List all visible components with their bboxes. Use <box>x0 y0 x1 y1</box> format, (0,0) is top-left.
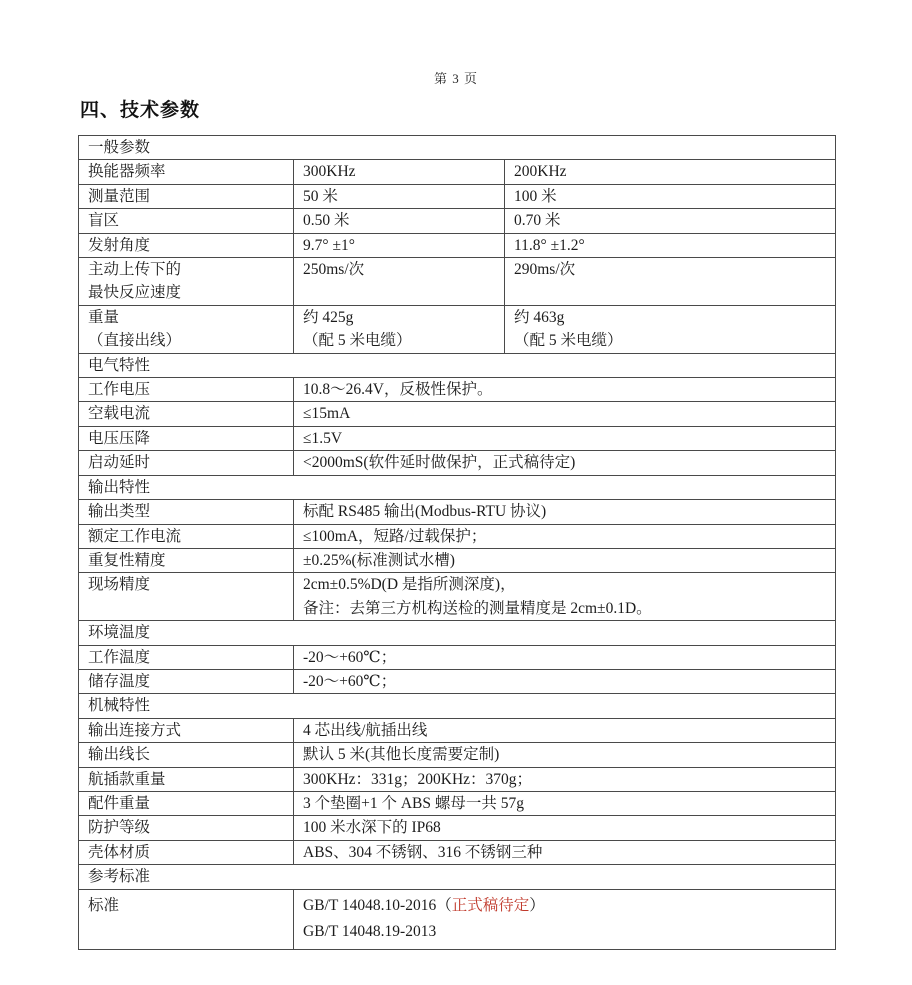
text-segment: 电气特性 <box>88 356 151 374</box>
text-segment: 壳体材质 <box>88 843 151 861</box>
text-segment: 默认 5 米(其他长度需要定制) <box>303 746 500 764</box>
cell-line <box>88 500 287 523</box>
text-segment: 输出连接方式 <box>88 721 182 739</box>
row-value-cell <box>294 427 835 450</box>
text-segment: 环境温度 <box>88 624 151 642</box>
row-label-cell <box>79 378 294 401</box>
text-segment: 50 米 <box>303 187 338 205</box>
text-segment: 参考标准 <box>88 868 151 886</box>
text-segment: 输出类型 <box>88 503 151 521</box>
table-row <box>79 524 835 548</box>
text-segment: 250ms/次 <box>303 261 365 279</box>
row-value-cell <box>294 646 835 669</box>
text-segment: 启动延时 <box>88 454 151 472</box>
table-row <box>79 840 835 864</box>
row-label-cell <box>79 306 294 353</box>
cell-line <box>303 573 829 596</box>
cell-line <box>88 185 287 208</box>
cell-line <box>514 306 829 329</box>
cell-line <box>88 719 287 742</box>
text-segment: -20～+60℃； <box>303 648 397 666</box>
table-row <box>79 791 835 815</box>
cell-line <box>303 743 829 766</box>
cell-line <box>88 476 829 499</box>
cell-line <box>88 306 287 329</box>
row-label-cell <box>79 743 294 766</box>
cell-line <box>88 694 829 717</box>
table-row <box>79 305 835 353</box>
row-label-cell <box>79 209 294 232</box>
row-value-cell <box>294 258 505 305</box>
cell-line <box>303 719 829 742</box>
cell-line <box>88 427 287 450</box>
row-value-cell <box>505 258 835 305</box>
row-value-cell <box>294 792 835 815</box>
text-segment: 工作温度 <box>88 648 151 666</box>
table-section-row <box>79 620 835 644</box>
text-segment: 9.7° ±1° <box>303 236 355 254</box>
text-segment: 输出特性 <box>88 478 151 496</box>
table-row <box>79 572 835 620</box>
cell-line <box>88 234 287 257</box>
text-segment: 防护等级 <box>88 819 151 837</box>
row-value-cell <box>294 670 835 693</box>
cell-line <box>303 549 829 572</box>
table-row <box>79 401 835 425</box>
row-label-cell <box>79 427 294 450</box>
table-row <box>79 548 835 572</box>
table-row <box>79 184 835 208</box>
text-segment: 300KHz：331g；200KHz：370g； <box>303 770 533 788</box>
cell-line <box>88 258 287 281</box>
table-row <box>79 645 835 669</box>
text-segment: 标配 RS485 输出(Modbus-RTU 协议) <box>303 503 547 521</box>
table-row <box>79 718 835 742</box>
cell-line <box>303 258 498 281</box>
text-segment: 备注：去第三方机构送检的测量精度是 2cm±0.1D。 <box>303 599 652 617</box>
cell-line <box>88 670 287 693</box>
row-value-cell <box>505 306 835 353</box>
text-segment: 机械特性 <box>88 697 151 715</box>
text-segment: 约 463g <box>514 308 565 326</box>
cell-line <box>88 281 287 304</box>
cell-line <box>514 234 829 257</box>
cell-line <box>88 525 287 548</box>
cell-line <box>88 621 829 644</box>
row-label-cell <box>79 549 294 572</box>
row-value-cell <box>294 890 835 949</box>
cell-line <box>88 402 287 425</box>
row-value-cell <box>294 402 835 425</box>
text-segment: 最快反应速度 <box>88 284 182 302</box>
text-segment: <2000mS(软件延时做保护，正式稿待定) <box>303 454 576 472</box>
text-segment: 重复性精度 <box>88 551 166 569</box>
text-segment: 300KHz <box>303 163 356 181</box>
text-segment: GB/T 14048.19-2013 <box>303 922 437 940</box>
table-row <box>79 208 835 232</box>
text-segment: 输出线长 <box>88 746 151 764</box>
cell-line <box>88 136 829 159</box>
cell-line <box>514 258 829 281</box>
text-segment: 11.8° ±1.2° <box>514 236 585 254</box>
row-value-cell <box>505 234 835 257</box>
table-section-row <box>79 475 835 499</box>
cell-line <box>514 185 829 208</box>
table-row <box>79 742 835 766</box>
cell-line <box>88 354 829 377</box>
cell-line <box>88 209 287 232</box>
cell-line <box>303 792 829 815</box>
cell-line <box>88 573 287 596</box>
text-segment: 2cm±0.5%D(D 是指所测深度)， <box>303 576 516 594</box>
row-value-cell <box>294 500 835 523</box>
text-segment: 主动上传下的 <box>88 261 182 279</box>
text-segment: ≤15mA <box>303 405 351 423</box>
row-value-cell <box>294 549 835 572</box>
table-row <box>79 257 835 305</box>
row-value-cell <box>294 525 835 548</box>
text-segment: GB/T 14048.10-2016（ <box>303 896 452 914</box>
parameters-table <box>78 135 836 950</box>
text-segment: 0.50 米 <box>303 212 350 230</box>
table-section-row <box>79 353 835 377</box>
table-section-row <box>79 864 835 888</box>
row-label-cell <box>79 451 294 474</box>
cell-line <box>303 597 829 620</box>
cell-line <box>303 329 498 352</box>
cell-line <box>303 670 829 693</box>
row-label-cell <box>79 160 294 183</box>
cell-line <box>88 841 287 864</box>
cell-line <box>303 841 829 864</box>
table-row <box>79 426 835 450</box>
row-label-cell <box>79 768 294 791</box>
cell-line <box>303 768 829 791</box>
table-row <box>79 377 835 401</box>
row-value-cell <box>294 451 835 474</box>
text-segment: 100 米水深下的 IP68 <box>303 819 441 837</box>
table-section-row <box>79 693 835 717</box>
cell-line <box>303 525 829 548</box>
row-value-cell <box>294 160 505 183</box>
cell-line <box>88 549 287 572</box>
table-row <box>79 499 835 523</box>
row-value-cell <box>294 378 835 401</box>
text-segment: 一般参数 <box>88 139 151 156</box>
cell-line <box>88 160 287 183</box>
cell-line <box>303 451 829 474</box>
cell-line <box>303 919 829 945</box>
text-segment: 电压压降 <box>88 429 151 447</box>
text-segment: 盲区 <box>88 212 120 230</box>
row-label-cell <box>79 670 294 693</box>
cell-line <box>303 160 498 183</box>
row-value-cell <box>294 573 835 620</box>
text-segment: 配件重量 <box>88 794 151 812</box>
text-segment: 额定工作电流 <box>88 527 182 545</box>
cell-line <box>514 329 829 352</box>
text-segment: 3 个垫圈+1 个 ABS 螺母一共 57g <box>303 794 525 812</box>
row-value-cell <box>294 816 835 839</box>
highlighted-text-segment: 正式稿待定 <box>451 896 530 914</box>
text-segment: 储存温度 <box>88 672 151 690</box>
cell-line <box>303 234 498 257</box>
text-segment: ） <box>529 896 545 914</box>
row-value-cell <box>505 185 835 208</box>
row-label-cell <box>79 258 294 305</box>
cell-line <box>303 209 498 232</box>
section-title: 四、技术参数 <box>80 100 201 121</box>
row-label-cell <box>79 573 294 620</box>
text-segment: 标准 <box>88 896 120 914</box>
text-segment: ABS、304 不锈钢、316 不锈钢三种 <box>303 843 543 861</box>
table-row <box>79 450 835 474</box>
row-label-cell <box>79 525 294 548</box>
table-row <box>79 159 835 183</box>
cell-line <box>514 160 829 183</box>
cell-line <box>88 329 287 352</box>
text-segment: -20～+60℃； <box>303 672 397 690</box>
text-segment: ±0.25%(标准测试水槽) <box>303 551 455 569</box>
text-segment: （直接出线） <box>88 332 182 350</box>
cell-line <box>88 768 287 791</box>
row-value-cell <box>294 768 835 791</box>
cell-line <box>514 209 829 232</box>
section-label-cell <box>79 865 835 888</box>
text-segment: （配 5 米电缆） <box>514 332 623 350</box>
row-label-cell <box>79 816 294 839</box>
row-label-cell <box>79 234 294 257</box>
row-value-cell <box>294 719 835 742</box>
text-segment: 约 425g <box>303 308 354 326</box>
cell-line <box>303 893 829 919</box>
table-row <box>79 815 835 839</box>
row-value-cell <box>294 743 835 766</box>
text-segment: ≤100mA，短路/过载保护； <box>303 527 487 545</box>
row-label-cell <box>79 719 294 742</box>
page-number: 第 3 页 <box>433 71 478 86</box>
table-row <box>79 767 835 791</box>
row-value-cell <box>505 209 835 232</box>
section-label-cell <box>79 621 835 644</box>
table-row <box>79 233 835 257</box>
cell-line <box>88 893 287 919</box>
cell-line <box>303 500 829 523</box>
section-label-cell <box>79 694 835 717</box>
text-segment: 换能器频率 <box>88 163 166 181</box>
text-segment: （配 5 米电缆） <box>303 332 412 350</box>
row-label-cell <box>79 185 294 208</box>
text-segment: 测量范围 <box>88 187 151 205</box>
row-value-cell <box>294 185 505 208</box>
cell-line <box>303 306 498 329</box>
row-label-cell <box>79 792 294 815</box>
row-value-cell <box>294 234 505 257</box>
text-segment: 发射角度 <box>88 236 151 254</box>
section-label-cell <box>79 476 835 499</box>
text-segment: 重量 <box>88 308 120 326</box>
section-label-cell <box>79 136 835 159</box>
row-label-cell <box>79 646 294 669</box>
row-label-cell <box>79 402 294 425</box>
table-row <box>79 669 835 693</box>
row-label-cell <box>79 500 294 523</box>
row-value-cell <box>294 306 505 353</box>
row-value-cell <box>294 209 505 232</box>
row-value-cell <box>505 160 835 183</box>
text-segment: 航插款重量 <box>88 770 166 788</box>
text-segment: 10.8～26.4V，反极性保护。 <box>303 381 493 399</box>
row-label-cell <box>79 841 294 864</box>
cell-line <box>88 865 829 888</box>
cell-line <box>303 378 829 401</box>
text-segment: 100 米 <box>514 187 557 205</box>
cell-line <box>303 185 498 208</box>
text-segment: 现场精度 <box>88 576 151 594</box>
row-label-cell <box>79 890 294 949</box>
cell-line <box>88 743 287 766</box>
cell-line <box>303 816 829 839</box>
text-segment: 200KHz <box>514 163 567 181</box>
cell-line <box>88 378 287 401</box>
cell-line <box>303 646 829 669</box>
cell-line <box>303 427 829 450</box>
text-segment: 0.70 米 <box>514 212 561 230</box>
text-segment: ≤1.5V <box>303 429 343 447</box>
text-segment: 4 芯出线/航插出线 <box>303 721 428 739</box>
cell-line <box>88 792 287 815</box>
text-segment: 290ms/次 <box>514 261 576 279</box>
text-segment: 空载电流 <box>88 405 151 423</box>
cell-line <box>303 402 829 425</box>
cell-line <box>88 816 287 839</box>
section-label-cell <box>79 354 835 377</box>
cell-line <box>88 646 287 669</box>
cell-line <box>88 451 287 474</box>
row-value-cell <box>294 841 835 864</box>
table-row <box>79 889 835 949</box>
table-section-row <box>79 136 835 159</box>
text-segment: 工作电压 <box>88 381 151 399</box>
